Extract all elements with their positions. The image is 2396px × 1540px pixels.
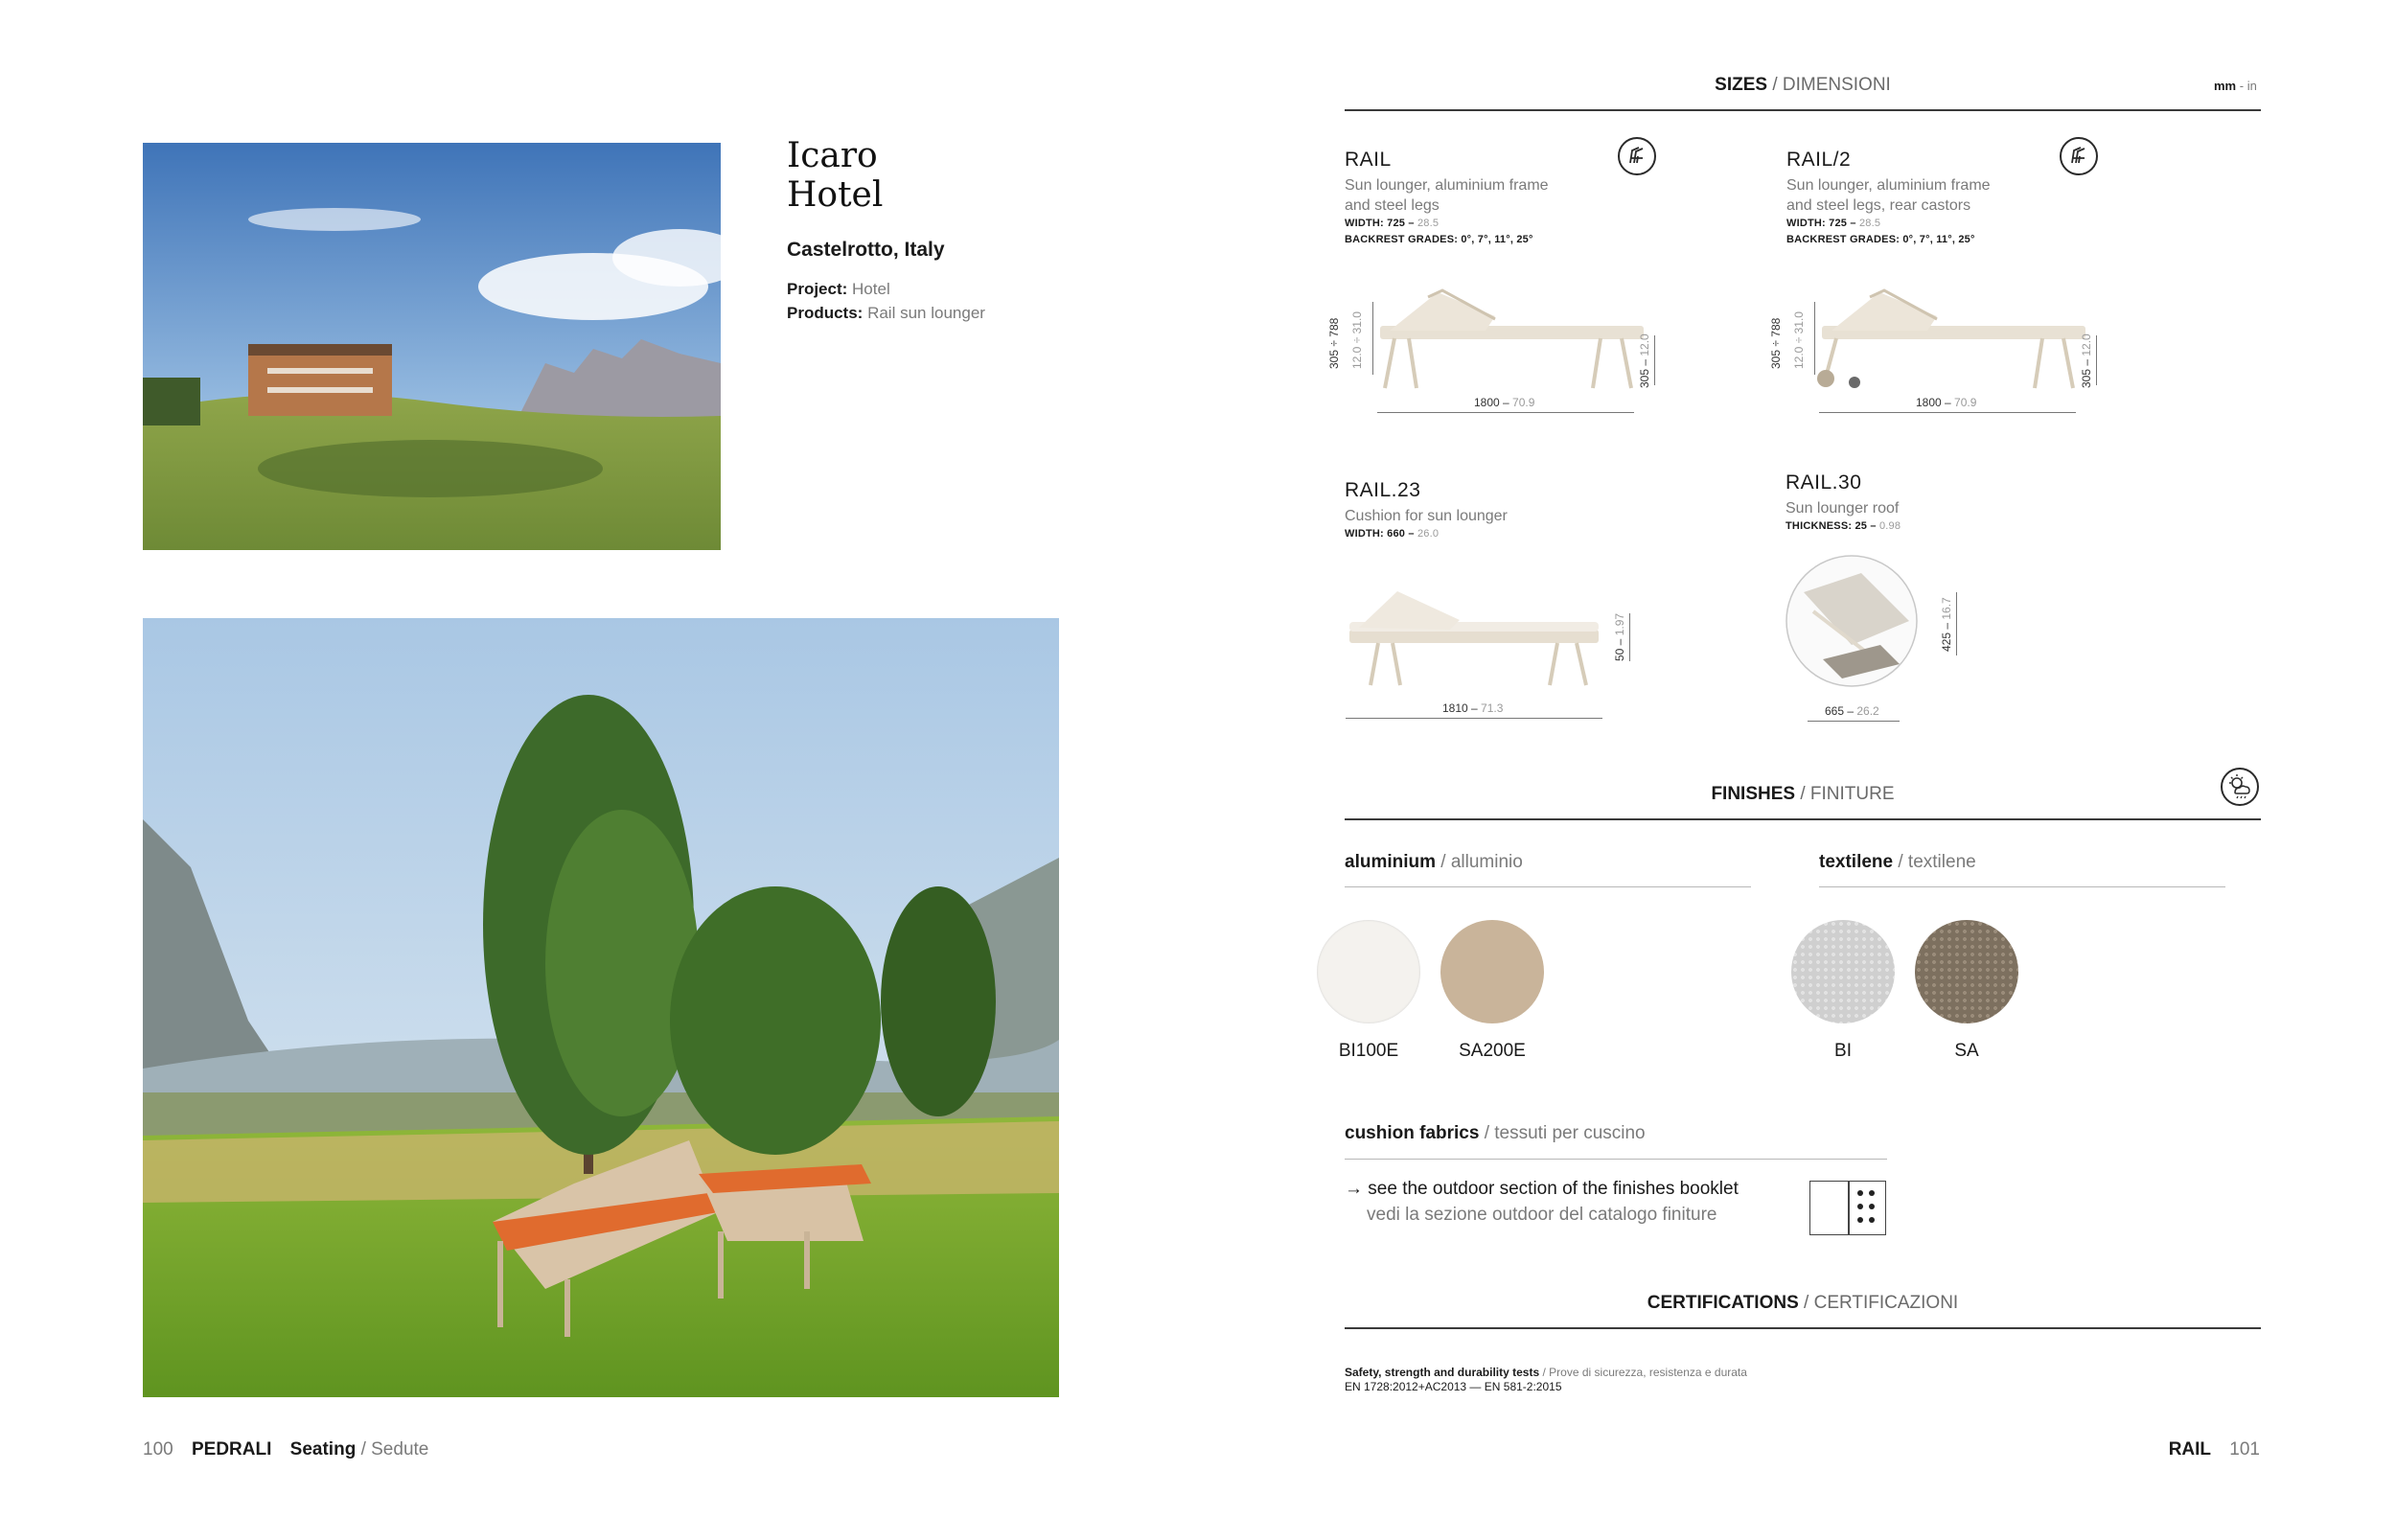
rail-2-seat-dim: 305 – 12.0: [2080, 333, 2093, 388]
product-thickness: THICKNESS: 25 – 0.98: [1785, 520, 1901, 532]
project-location: Castelrotto, Italy: [787, 239, 945, 261]
rail-length-dim: 1800 – 70.9: [1474, 396, 1535, 409]
swatch-label: BI100E: [1338, 1041, 1399, 1061]
rail-height-dim-in: 12.0 ÷ 31.0: [1350, 311, 1364, 369]
product-code: RAIL: [1345, 149, 1392, 171]
dim-line: [1629, 613, 1630, 661]
product-width: WIDTH: 660 – 26.0: [1345, 528, 1440, 540]
product-name: RAIL: [2168, 1439, 2212, 1460]
footer-right: [2108, 1439, 2260, 1460]
product-desc: Cushion for sun lounger: [1345, 508, 1508, 524]
product-backrest: BACKREST GRADES: 0°, 7°, 11°, 25°: [1786, 234, 1975, 245]
title-line-1: Icaro: [787, 136, 878, 175]
sizes-rule: [1345, 109, 2261, 111]
rail-2-length-dim: 1800 – 70.9: [1916, 396, 1977, 409]
product-desc: Sun lounger, aluminium frame: [1345, 177, 1549, 194]
page-number-left: 100: [143, 1439, 173, 1460]
rail-seat-dim: 305 – 12.0: [1638, 333, 1651, 388]
cushion-rule: [1345, 1159, 1887, 1160]
certifications-heading: CERTIFICATIONS / CERTIFICAZIONI: [1647, 1293, 1959, 1313]
dim-line: [1372, 302, 1373, 375]
product-code: RAIL/2: [1786, 149, 1852, 171]
dim-line: [1808, 721, 1900, 722]
products-line: Products: Rail sun lounger: [787, 304, 985, 322]
finishes-heading: FINISHES / FINITURE: [1711, 784, 1895, 804]
link-line: → see the outdoor section of the finishes booklet: [1345, 1179, 1739, 1199]
swatch-bi: [1791, 920, 1895, 1023]
product-desc: and steel legs: [1345, 197, 1440, 214]
rail-drawing: [1371, 283, 1648, 398]
cert-line-2: EN 1728:2012+AC2013 — EN 581-2:2015: [1345, 1380, 1562, 1393]
lounger-photo: [143, 618, 1059, 1397]
product-code: RAIL.30: [1785, 471, 1862, 494]
swatch-label: SA: [1954, 1041, 1979, 1061]
stackable-icon: [2060, 137, 2098, 175]
dim-line: [1814, 302, 1815, 375]
swatch-label: BI: [1834, 1041, 1852, 1061]
title-line-2: Hotel: [787, 175, 884, 215]
rail-30-drawing: [1785, 554, 1919, 688]
project-line: Project: Hotel: [787, 280, 890, 298]
product-width: WIDTH: 725 – 28.5: [1345, 218, 1440, 229]
product-rail-30: [1785, 471, 2188, 535]
project-details: [787, 277, 985, 325]
textilene-label: textilene / textilene: [1819, 852, 1976, 872]
rail-2-drawing: [1812, 283, 2090, 398]
cert-line-1: Safety, strength and durability tests / Prove di sicurezza, resistenza e durata: [1345, 1366, 1747, 1379]
section-name-it: / Sedute: [360, 1439, 429, 1460]
page-number-right: 101: [2229, 1439, 2260, 1460]
cushion-fabrics-label: cushion fabrics / tessuti per cuscino: [1345, 1123, 1646, 1143]
swatch-label: SA200E: [1459, 1041, 1526, 1061]
product-desc: and steel legs, rear castors: [1786, 197, 1971, 214]
stackable-icon: [1618, 137, 1656, 175]
product-rail-23: [1345, 479, 1747, 542]
product-width: WIDTH: 725 – 28.5: [1786, 218, 1881, 229]
sizes-heading: SIZES / DIMENSIONI: [1715, 75, 1891, 95]
swatch-bi100e: [1317, 920, 1420, 1023]
product-desc: Sun lounger, aluminium frame: [1786, 177, 1991, 194]
product-rail: [1345, 149, 1747, 248]
rail-height-dim: 305 ÷ 788: [1327, 317, 1341, 369]
arrow-right-icon: →: [1345, 1179, 1363, 1199]
product-desc: Sun lounger roof: [1785, 500, 1900, 517]
product-backrest: BACKREST GRADES: 0°, 7°, 11°, 25°: [1345, 234, 1533, 245]
aluminium-rule: [1345, 886, 1751, 887]
project-title: [787, 136, 883, 215]
rail-23-length-dim: 1810 – 71.3: [1442, 701, 1504, 715]
rail-30-height-dim: 425 – 16.7: [1940, 597, 1953, 652]
rail-2-height-dim-in: 12.0 ÷ 31.0: [1792, 311, 1806, 369]
textilene-rule: [1819, 886, 2225, 887]
certifications-rule: [1345, 1327, 2261, 1329]
swatch-sa: [1915, 920, 2018, 1023]
aluminium-label: aluminium / alluminio: [1345, 852, 1523, 872]
brand-name: PEDRALI: [191, 1439, 272, 1460]
dim-line: [1346, 718, 1602, 719]
rail-30-length-dim: 665 – 26.2: [1825, 704, 1879, 718]
outdoor-weather-icon: [2221, 768, 2259, 806]
link-line-it: vedi la sezione outdoor del catalogo finiture: [1367, 1205, 1717, 1225]
finishes-rule: [1345, 818, 2261, 820]
footer-left: [143, 1439, 428, 1460]
product-code: RAIL.23: [1345, 479, 1421, 501]
dim-line: [1956, 592, 1957, 655]
rail-23-drawing: [1345, 580, 1603, 695]
certifications-text: [1345, 1366, 1747, 1394]
rail-2-height-dim: 305 ÷ 788: [1769, 317, 1783, 369]
section-name: Seating: [289, 1439, 357, 1460]
swatch-sa200e: [1440, 920, 1544, 1023]
units-label: mm - in: [2214, 79, 2257, 93]
product-rail-2: [1786, 149, 2189, 248]
finishes-booklet-icon[interactable]: [1809, 1181, 1886, 1235]
dim-line: [2096, 335, 2097, 385]
finishes-booklet-link[interactable]: [1345, 1176, 1739, 1228]
dim-line: [1654, 335, 1655, 385]
dim-line: [1819, 412, 2076, 413]
dim-line: [1377, 412, 1634, 413]
hotel-photo: [143, 143, 721, 550]
rail-23-thickness-dim: 50 – 1.97: [1613, 612, 1626, 661]
